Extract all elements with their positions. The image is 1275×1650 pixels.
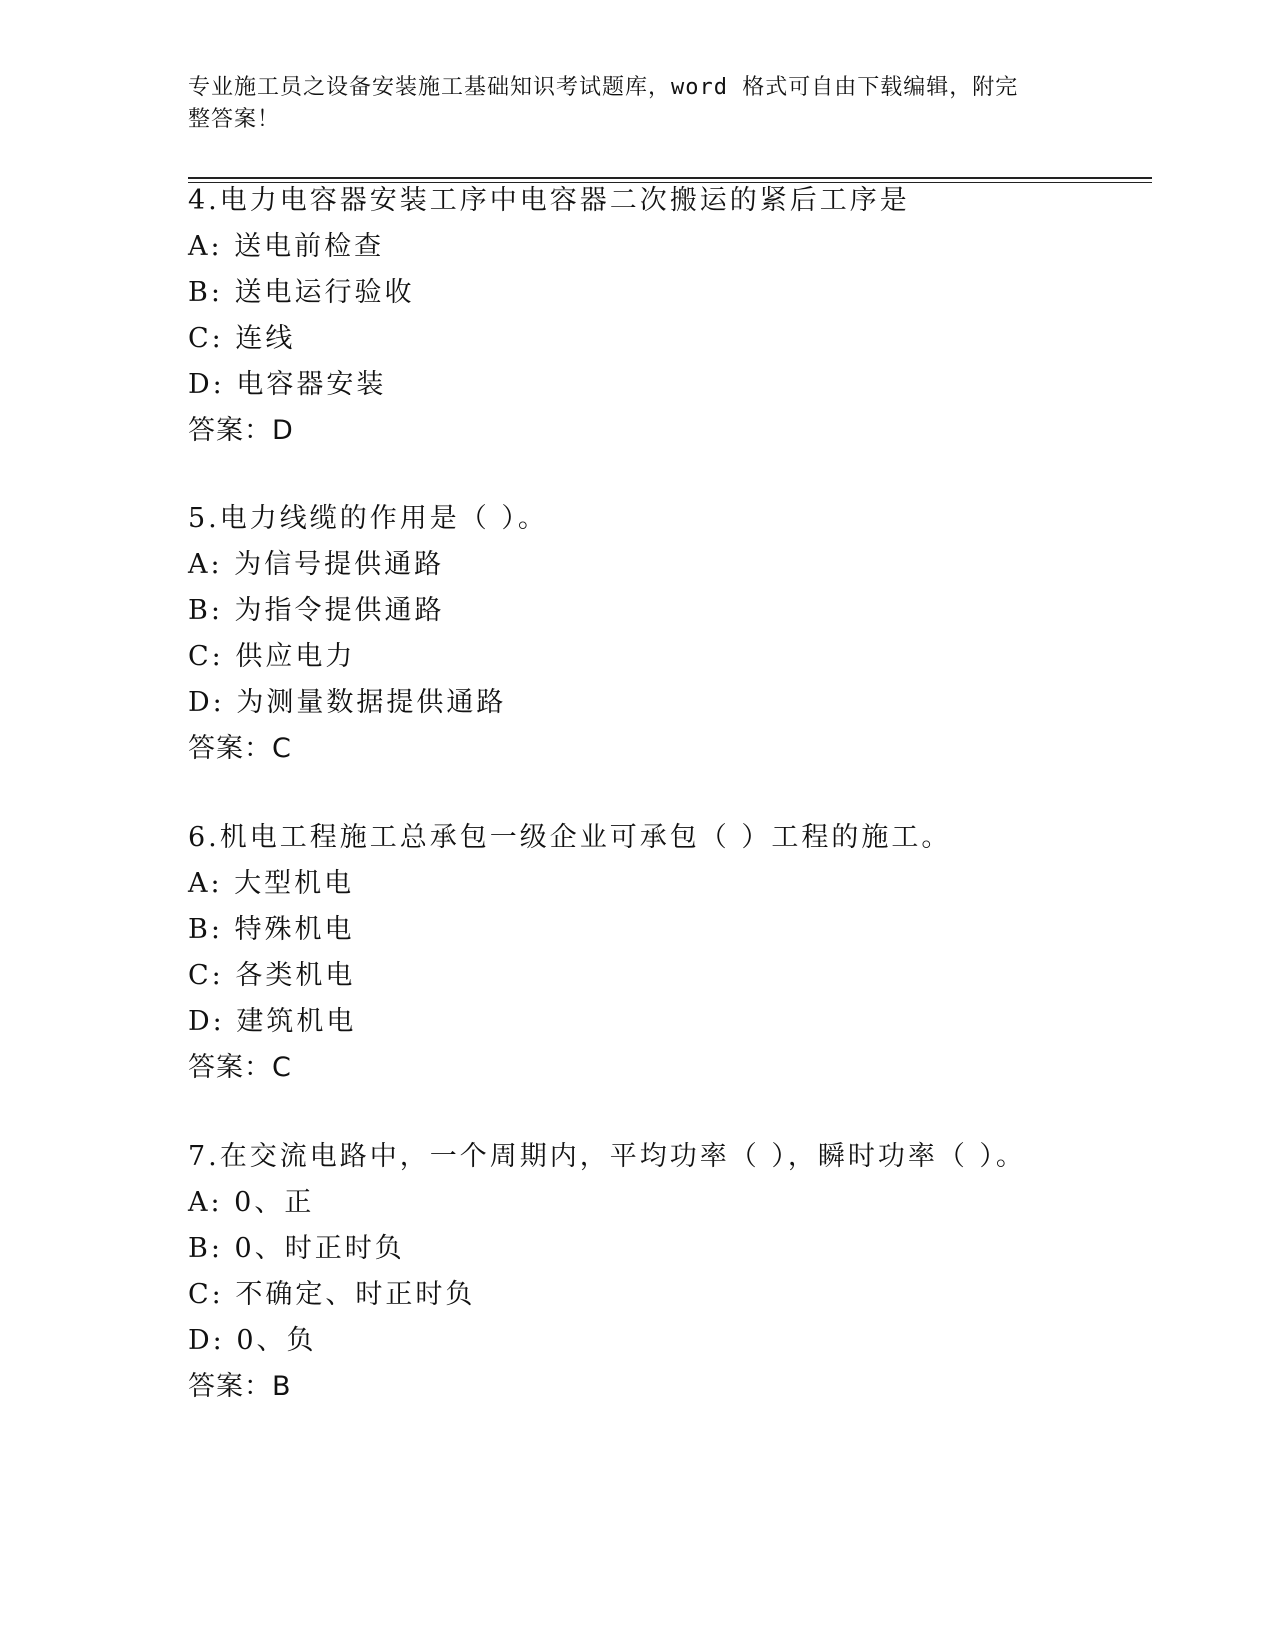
option-d: D: 为测量数据提供通路 bbox=[188, 687, 507, 718]
question-6 bbox=[188, 815, 1148, 1091]
option-c: C: 连线 bbox=[188, 323, 296, 354]
option-c: C: 不确定、时正时负 bbox=[188, 1279, 476, 1310]
question-4 bbox=[188, 178, 1148, 454]
answer: 答案：D bbox=[188, 415, 294, 446]
option-a: A: 为信号提供通路 bbox=[188, 549, 445, 580]
header-line-2: 整答案！ bbox=[188, 107, 281, 132]
document-header bbox=[188, 72, 1068, 136]
question-title: 5.电力线缆的作用是（ ）。 bbox=[188, 503, 548, 534]
option-b: B: 送电运行验收 bbox=[188, 277, 415, 308]
option-d: D: 0、负 bbox=[188, 1325, 317, 1356]
question-title: 6.机电工程施工总承包一级企业可承包（ ）工程的施工。 bbox=[188, 822, 952, 853]
option-b: B: 特殊机电 bbox=[188, 914, 355, 945]
option-c: C: 各类机电 bbox=[188, 960, 356, 991]
answer: 答案：B bbox=[188, 1371, 292, 1402]
option-b: B: 为指令提供通路 bbox=[188, 595, 445, 626]
question-title: 4.电力电容器安装工序中电容器二次搬运的紧后工序是 bbox=[188, 185, 910, 216]
option-a: A: 大型机电 bbox=[188, 868, 355, 899]
header-line-1: 专业施工员之设备安装施工基础知识考试题库，word 格式可自由下载编辑，附完 bbox=[188, 75, 1019, 100]
answer: 答案：C bbox=[188, 733, 292, 764]
option-a: A: 0、正 bbox=[188, 1187, 315, 1218]
option-a: A: 送电前检查 bbox=[188, 231, 385, 262]
option-d: D: 电容器安装 bbox=[188, 369, 387, 400]
option-d: D: 建筑机电 bbox=[188, 1006, 357, 1037]
question-7 bbox=[188, 1134, 1148, 1410]
option-c: C: 供应电力 bbox=[188, 641, 356, 672]
question-5 bbox=[188, 496, 1148, 772]
question-title: 7.在交流电路中，一个周期内，平均功率（ ），瞬时功率（ ）。 bbox=[188, 1141, 1026, 1172]
option-b: B: 0、时正时负 bbox=[188, 1233, 405, 1264]
answer: 答案：C bbox=[188, 1052, 292, 1083]
